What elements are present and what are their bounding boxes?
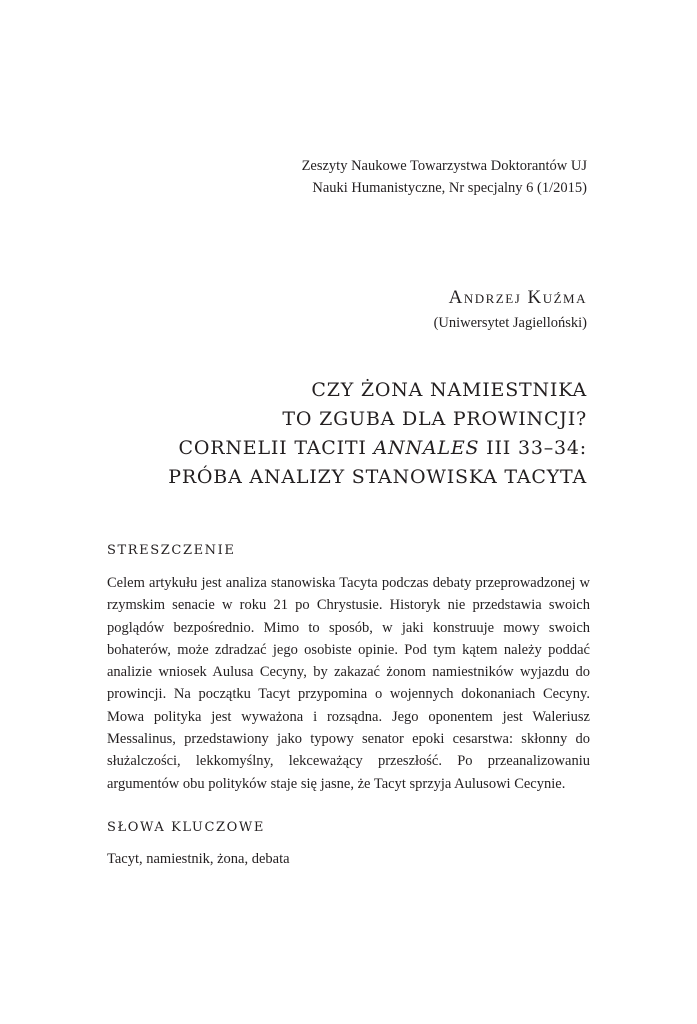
title-line-3: [168, 434, 587, 463]
keywords-text: Tacyt, namiestnik, żona, debata: [107, 851, 290, 867]
title-line-2: TO ZGUBA DLA PROWINCJI?: [282, 408, 587, 430]
journal-issue: Nauki Humanistyczne, Nr specjalny 6 (1/2015): [312, 180, 587, 196]
journal-title: Zeszyty Naukowe Towarzystwa Doktorantów UJ: [301, 158, 587, 174]
article-title: [168, 376, 587, 492]
title-line-3-end: III 33–34:: [479, 437, 587, 459]
abstract-heading: STRESZCZENIE: [107, 543, 236, 558]
keywords-heading: SŁOWA KLUCZOWE: [107, 820, 265, 835]
title-line-1: CZY ŻONA NAMIESTNIKA: [311, 379, 587, 401]
journal-header: [302, 155, 587, 199]
title-italic-work: ANNALES: [373, 437, 480, 459]
title-line-4: PRÓBA ANALIZY STANOWISKA TACYTA: [168, 466, 587, 488]
author-block: [434, 285, 587, 335]
title-line-3-start: CORNELII TACITI: [178, 437, 374, 459]
author-affiliation: (Uniwersytet Jagielloński): [433, 315, 587, 331]
author-name: Andrzej Kuźma: [448, 287, 587, 308]
abstract-text: Celem artykułu jest analiza stanowiska Tacyta podczas debaty przeprowadzonej w rzymskim senacie w roku 21 po Chrystusie. Historyk nie przedstawia swoich poglądów bezpośrednio. Mimo to sposób, w jaki konstruuje mowy swoich bohaterów, może zdradzać jego osobiste opinie. Pod tym kątem należy poddać analizie wniosek Aulusa Cecyny, by zakazać żonom namiestników wyjazdu do prowincji. Na początku Tacyt przypomina o wojennych dokonaniach Cecyny. Mowa polityka jest wyważona i rozsądna. Jego oponentem jest Waleriusz Messalinus, przedstawiony jako typowy senator epoki cesarstwa: skłonny do służalczości, lekkomyślny, lekceważący przeszłość. Po przeanalizowaniu argumentów obu polityków staje się jasne, że Tacyt sprzyja Aulusowi Cecynie.: [107, 575, 590, 792]
